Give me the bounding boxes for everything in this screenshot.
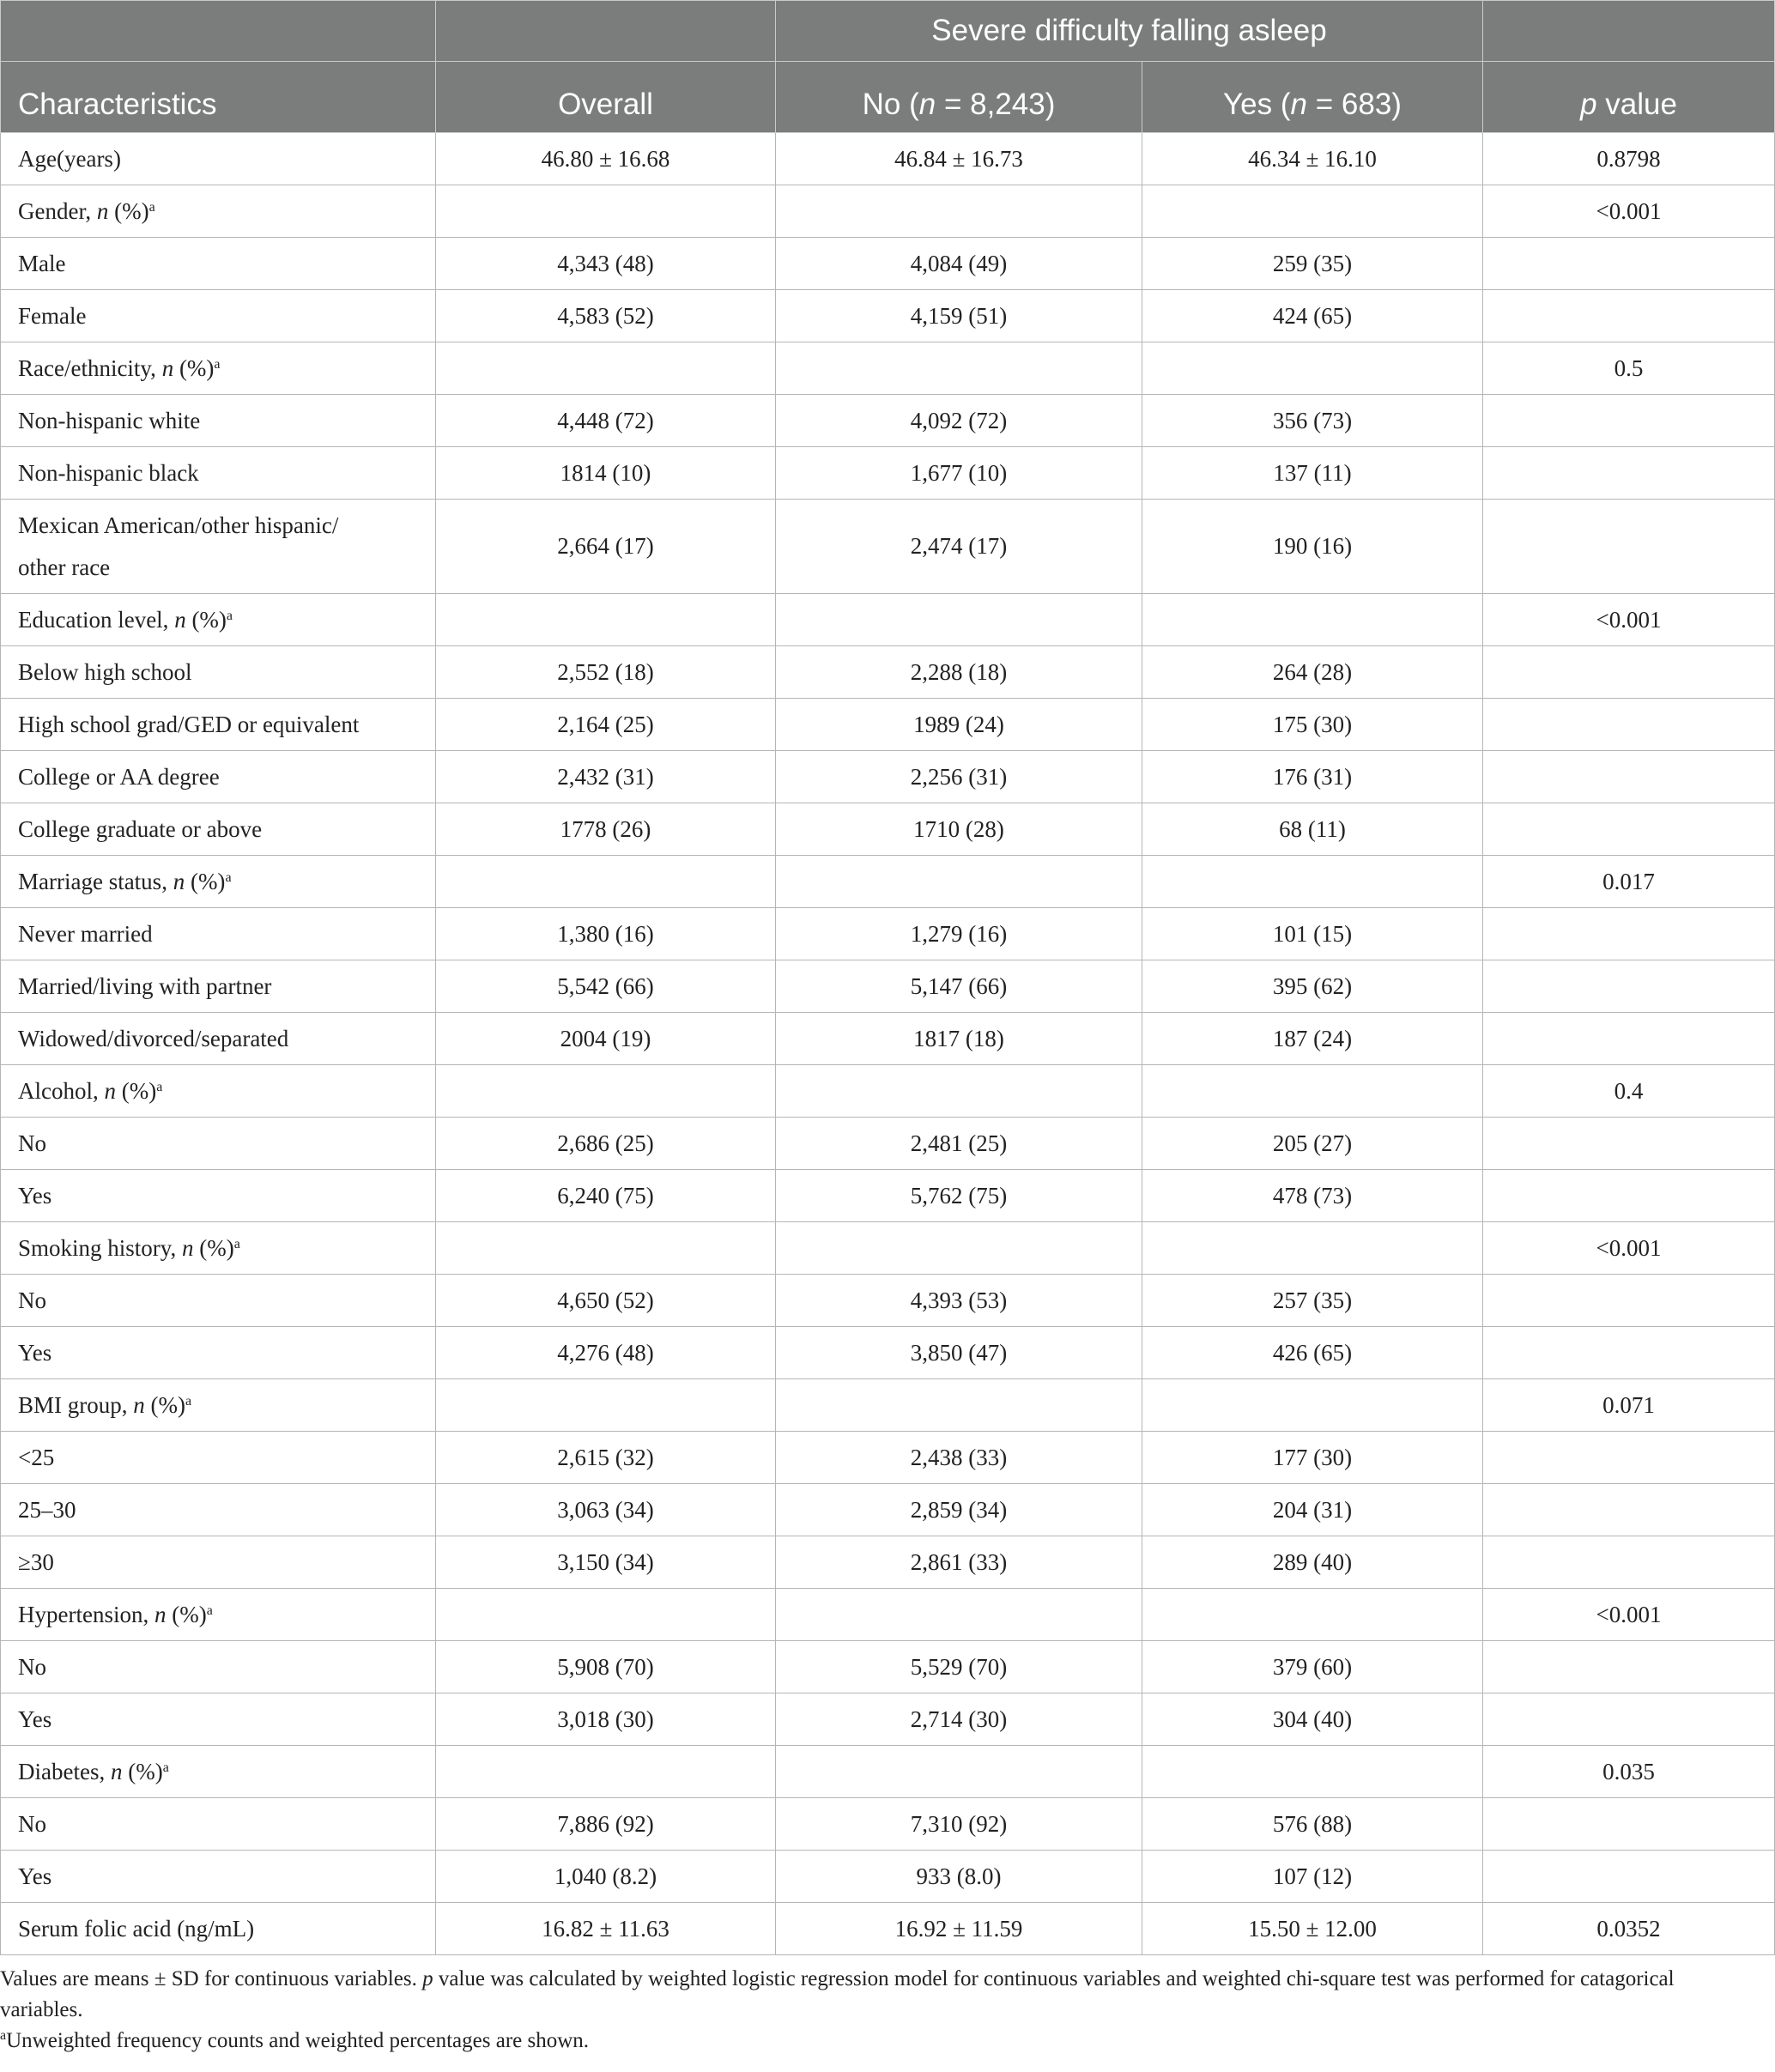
cell-yes: 176 (31) <box>1142 751 1483 803</box>
header-yes: Yes (n = 683) <box>1142 62 1483 133</box>
cell-yes: 101 (15) <box>1142 908 1483 960</box>
cell-overall: 4,650 (52) <box>436 1275 776 1327</box>
cell-no: 16.92 ± 11.59 <box>776 1903 1142 1955</box>
cell-yes <box>1142 1065 1483 1118</box>
cell-characteristic: Hypertension, n (%)$^a$ <box>1 1589 436 1641</box>
cell-characteristic: No <box>1 1641 436 1693</box>
cell-p <box>1483 500 1775 594</box>
cell-characteristic: Diabetes, n (%)$^a$ <box>1 1746 436 1798</box>
cell-p <box>1483 1170 1775 1222</box>
cell-characteristic: Widowed/divorced/separated <box>1 1013 436 1065</box>
cell-p <box>1483 1484 1775 1536</box>
cell-p <box>1483 1118 1775 1170</box>
cell-no: 7,310 (92) <box>776 1798 1142 1851</box>
table-row <box>1 1641 1775 1693</box>
cell-overall: 16.82 ± 11.63 <box>436 1903 776 1955</box>
cell-overall: 3,063 (34) <box>436 1484 776 1536</box>
cell-no <box>776 856 1142 908</box>
cell-no: 4,393 (53) <box>776 1275 1142 1327</box>
cell-yes: 289 (40) <box>1142 1536 1483 1589</box>
cell-yes: 137 (11) <box>1142 447 1483 500</box>
cell-overall: 3,150 (34) <box>436 1536 776 1589</box>
cell-characteristic: Yes <box>1 1170 436 1222</box>
cell-p <box>1483 1693 1775 1746</box>
cell-yes: 426 (65) <box>1142 1327 1483 1379</box>
cell-no: 2,714 (30) <box>776 1693 1142 1746</box>
cell-yes: 424 (65) <box>1142 290 1483 342</box>
cell-no <box>776 1746 1142 1798</box>
table-row <box>1 1379 1775 1432</box>
cell-characteristic: Mexican American/other hispanic/ other race <box>1 500 436 594</box>
cell-yes: 177 (30) <box>1142 1432 1483 1484</box>
header-characteristics: Characteristics <box>1 62 436 133</box>
cell-p: 0.4 <box>1483 1065 1775 1118</box>
cell-characteristic: College graduate or above <box>1 803 436 856</box>
cell-p <box>1483 1536 1775 1589</box>
cell-p: 0.5 <box>1483 342 1775 395</box>
cell-characteristic: Male <box>1 238 436 290</box>
cell-p <box>1483 1798 1775 1851</box>
cell-overall <box>436 342 776 395</box>
table-row <box>1 342 1775 395</box>
cell-overall: 5,542 (66) <box>436 960 776 1013</box>
table-row <box>1 699 1775 751</box>
cell-overall <box>436 1379 776 1432</box>
table-row <box>1 185 1775 238</box>
cell-characteristic: No <box>1 1118 436 1170</box>
cell-yes: 204 (31) <box>1142 1484 1483 1536</box>
cell-characteristic: Gender, n (%)$^a$ <box>1 185 436 238</box>
cell-characteristic: Yes <box>1 1327 436 1379</box>
cell-no: 933 (8.0) <box>776 1851 1142 1903</box>
cell-overall <box>436 1746 776 1798</box>
cell-yes <box>1142 342 1483 395</box>
cell-no: 4,084 (49) <box>776 238 1142 290</box>
cell-no: 2,438 (33) <box>776 1432 1142 1484</box>
table-row <box>1 1589 1775 1641</box>
cell-overall: 1,380 (16) <box>436 908 776 960</box>
header-p-value: p value <box>1483 62 1775 133</box>
cell-p <box>1483 1641 1775 1693</box>
cell-p <box>1483 803 1775 856</box>
cell-p: 0.035 <box>1483 1746 1775 1798</box>
cell-no: 1817 (18) <box>776 1013 1142 1065</box>
cell-p: 0.8798 <box>1483 133 1775 185</box>
header-blank-overall <box>436 1 776 62</box>
cell-no: 1710 (28) <box>776 803 1142 856</box>
cell-yes: 68 (11) <box>1142 803 1483 856</box>
cell-p <box>1483 1851 1775 1903</box>
cell-overall: 46.80 ± 16.68 <box>436 133 776 185</box>
table-row <box>1 594 1775 646</box>
table-row <box>1 447 1775 500</box>
cell-yes: 259 (35) <box>1142 238 1483 290</box>
cell-characteristic: Alcohol, n (%)$^a$ <box>1 1065 436 1118</box>
cell-overall: 2004 (19) <box>436 1013 776 1065</box>
cell-yes <box>1142 594 1483 646</box>
table-footnotes <box>0 1955 1751 2057</box>
cell-p: 0.071 <box>1483 1379 1775 1432</box>
table-row <box>1 1327 1775 1379</box>
cell-no: 1989 (24) <box>776 699 1142 751</box>
footnote-a: $^a$Unweighted frequency counts and weighted percentages are shown. <box>0 2028 590 2052</box>
cell-overall: 2,432 (31) <box>436 751 776 803</box>
footnote-values: Values are means ± SD for continuous variables. p value was calculated by weighted logistic regression model for continuous variables and weighted chi-square test was performed for catagorical variables. <box>0 1967 1675 2021</box>
cell-yes: 356 (73) <box>1142 395 1483 447</box>
cell-p <box>1483 646 1775 699</box>
cell-characteristic: Female <box>1 290 436 342</box>
cell-yes: 257 (35) <box>1142 1275 1483 1327</box>
table-row <box>1 1222 1775 1275</box>
table-row <box>1 1013 1775 1065</box>
cell-characteristic: Below high school <box>1 646 436 699</box>
table-row <box>1 1275 1775 1327</box>
table-row <box>1 238 1775 290</box>
cell-p <box>1483 290 1775 342</box>
cell-yes: 304 (40) <box>1142 1693 1483 1746</box>
cell-yes: 576 (88) <box>1142 1798 1483 1851</box>
cell-yes <box>1142 1746 1483 1798</box>
cell-no: 2,256 (31) <box>776 751 1142 803</box>
cell-p <box>1483 238 1775 290</box>
cell-no: 4,092 (72) <box>776 395 1142 447</box>
header-blank-p <box>1483 1 1775 62</box>
cell-p: <0.001 <box>1483 1589 1775 1641</box>
table-row <box>1 1851 1775 1903</box>
cell-yes: 15.50 ± 12.00 <box>1142 1903 1483 1955</box>
cell-characteristic: Yes <box>1 1693 436 1746</box>
cell-overall: 2,615 (32) <box>436 1432 776 1484</box>
table-row <box>1 1693 1775 1746</box>
cell-yes: 379 (60) <box>1142 1641 1483 1693</box>
cell-yes <box>1142 1589 1483 1641</box>
header-no: No (n = 8,243) <box>776 62 1142 133</box>
table-row <box>1 1746 1775 1798</box>
cell-overall: 4,343 (48) <box>436 238 776 290</box>
cell-p <box>1483 908 1775 960</box>
cell-no <box>776 594 1142 646</box>
cell-no <box>776 1065 1142 1118</box>
cell-characteristic: Non-hispanic black <box>1 447 436 500</box>
cell-no <box>776 1222 1142 1275</box>
cell-overall <box>436 1589 776 1641</box>
cell-yes: 190 (16) <box>1142 500 1483 594</box>
cell-p <box>1483 1013 1775 1065</box>
table-row <box>1 290 1775 342</box>
cell-overall: 1814 (10) <box>436 447 776 500</box>
table-row <box>1 1903 1775 1955</box>
cell-no: 4,159 (51) <box>776 290 1142 342</box>
cell-p: <0.001 <box>1483 1222 1775 1275</box>
table-row <box>1 1484 1775 1536</box>
table-row <box>1 751 1775 803</box>
cell-p <box>1483 1432 1775 1484</box>
table-body <box>1 133 1775 1955</box>
cell-overall: 3,018 (30) <box>436 1693 776 1746</box>
table-row <box>1 500 1775 594</box>
cell-characteristic: <25 <box>1 1432 436 1484</box>
cell-characteristic: Smoking history, n (%)$^a$ <box>1 1222 436 1275</box>
cell-p <box>1483 447 1775 500</box>
cell-no <box>776 1379 1142 1432</box>
cell-yes: 107 (12) <box>1142 1851 1483 1903</box>
table-row <box>1 395 1775 447</box>
cell-characteristic: Education level, n (%)$^a$ <box>1 594 436 646</box>
cell-characteristic: College or AA degree <box>1 751 436 803</box>
cell-no <box>776 342 1142 395</box>
cell-p <box>1483 1275 1775 1327</box>
cell-overall <box>436 594 776 646</box>
cell-overall: 4,276 (48) <box>436 1327 776 1379</box>
cell-no: 46.84 ± 16.73 <box>776 133 1142 185</box>
header-blank-characteristics <box>1 1 436 62</box>
cell-no <box>776 1589 1142 1641</box>
cell-characteristic: ≥30 <box>1 1536 436 1589</box>
cell-p: <0.001 <box>1483 185 1775 238</box>
cell-yes: 478 (73) <box>1142 1170 1483 1222</box>
cell-no: 5,147 (66) <box>776 960 1142 1013</box>
cell-overall: 4,448 (72) <box>436 395 776 447</box>
cell-no: 2,474 (17) <box>776 500 1142 594</box>
cell-p <box>1483 699 1775 751</box>
cell-overall: 1778 (26) <box>436 803 776 856</box>
cell-characteristic: Non-hispanic white <box>1 395 436 447</box>
cell-overall: 1,040 (8.2) <box>436 1851 776 1903</box>
table-row <box>1 1432 1775 1484</box>
cell-overall <box>436 1065 776 1118</box>
cell-p <box>1483 1327 1775 1379</box>
table-row <box>1 1170 1775 1222</box>
cell-p <box>1483 395 1775 447</box>
cell-no: 3,850 (47) <box>776 1327 1142 1379</box>
cell-yes <box>1142 1379 1483 1432</box>
cell-yes: 175 (30) <box>1142 699 1483 751</box>
cell-no: 2,481 (25) <box>776 1118 1142 1170</box>
cell-p <box>1483 751 1775 803</box>
cell-yes <box>1142 1222 1483 1275</box>
cell-characteristic: Yes <box>1 1851 436 1903</box>
cell-yes: 46.34 ± 16.10 <box>1142 133 1483 185</box>
cell-characteristic: High school grad/GED or equivalent <box>1 699 436 751</box>
table-row <box>1 133 1775 185</box>
cell-overall <box>436 1222 776 1275</box>
table-row <box>1 1536 1775 1589</box>
table-row <box>1 1065 1775 1118</box>
cell-characteristic: Married/living with partner <box>1 960 436 1013</box>
cell-overall: 2,686 (25) <box>436 1118 776 1170</box>
cell-characteristic: 25–30 <box>1 1484 436 1536</box>
cell-characteristic: Serum folic acid (ng/mL) <box>1 1903 436 1955</box>
cell-overall: 2,664 (17) <box>436 500 776 594</box>
table-row <box>1 856 1775 908</box>
cell-no: 2,859 (34) <box>776 1484 1142 1536</box>
cell-yes: 205 (27) <box>1142 1118 1483 1170</box>
cell-no: 1,279 (16) <box>776 908 1142 960</box>
cell-p: <0.001 <box>1483 594 1775 646</box>
table-row <box>1 908 1775 960</box>
cell-overall: 6,240 (75) <box>436 1170 776 1222</box>
cell-no: 5,529 (70) <box>776 1641 1142 1693</box>
cell-p: 0.017 <box>1483 856 1775 908</box>
cell-overall: 2,552 (18) <box>436 646 776 699</box>
cell-yes: 395 (62) <box>1142 960 1483 1013</box>
table-row <box>1 646 1775 699</box>
cell-yes <box>1142 185 1483 238</box>
cell-yes <box>1142 856 1483 908</box>
cell-p: 0.0352 <box>1483 1903 1775 1955</box>
cell-overall: 7,886 (92) <box>436 1798 776 1851</box>
cell-overall: 4,583 (52) <box>436 290 776 342</box>
cell-overall <box>436 856 776 908</box>
cell-no: 1,677 (10) <box>776 447 1142 500</box>
cell-overall: 2,164 (25) <box>436 699 776 751</box>
cell-yes: 264 (28) <box>1142 646 1483 699</box>
table-row <box>1 1118 1775 1170</box>
cell-characteristic: No <box>1 1275 436 1327</box>
cell-characteristic: Race/ethnicity, n (%)$^a$ <box>1 342 436 395</box>
cell-no <box>776 185 1142 238</box>
cell-characteristic: No <box>1 1798 436 1851</box>
table-row <box>1 960 1775 1013</box>
cell-no: 2,288 (18) <box>776 646 1142 699</box>
cell-characteristic: Marriage status, n (%)$^a$ <box>1 856 436 908</box>
header-overall: Overall <box>436 62 776 133</box>
table-row <box>1 1798 1775 1851</box>
cell-characteristic: BMI group, n (%)$^a$ <box>1 1379 436 1432</box>
table-row <box>1 803 1775 856</box>
cell-no: 5,762 (75) <box>776 1170 1142 1222</box>
header-group-difficulty: Severe difficulty falling asleep <box>776 1 1483 62</box>
table-header <box>1 1 1775 133</box>
cell-no: 2,861 (33) <box>776 1536 1142 1589</box>
cell-characteristic: Age(years) <box>1 133 436 185</box>
cell-p <box>1483 960 1775 1013</box>
cell-overall: 5,908 (70) <box>436 1641 776 1693</box>
cell-overall <box>436 185 776 238</box>
cell-characteristic: Never married <box>1 908 436 960</box>
cell-yes: 187 (24) <box>1142 1013 1483 1065</box>
